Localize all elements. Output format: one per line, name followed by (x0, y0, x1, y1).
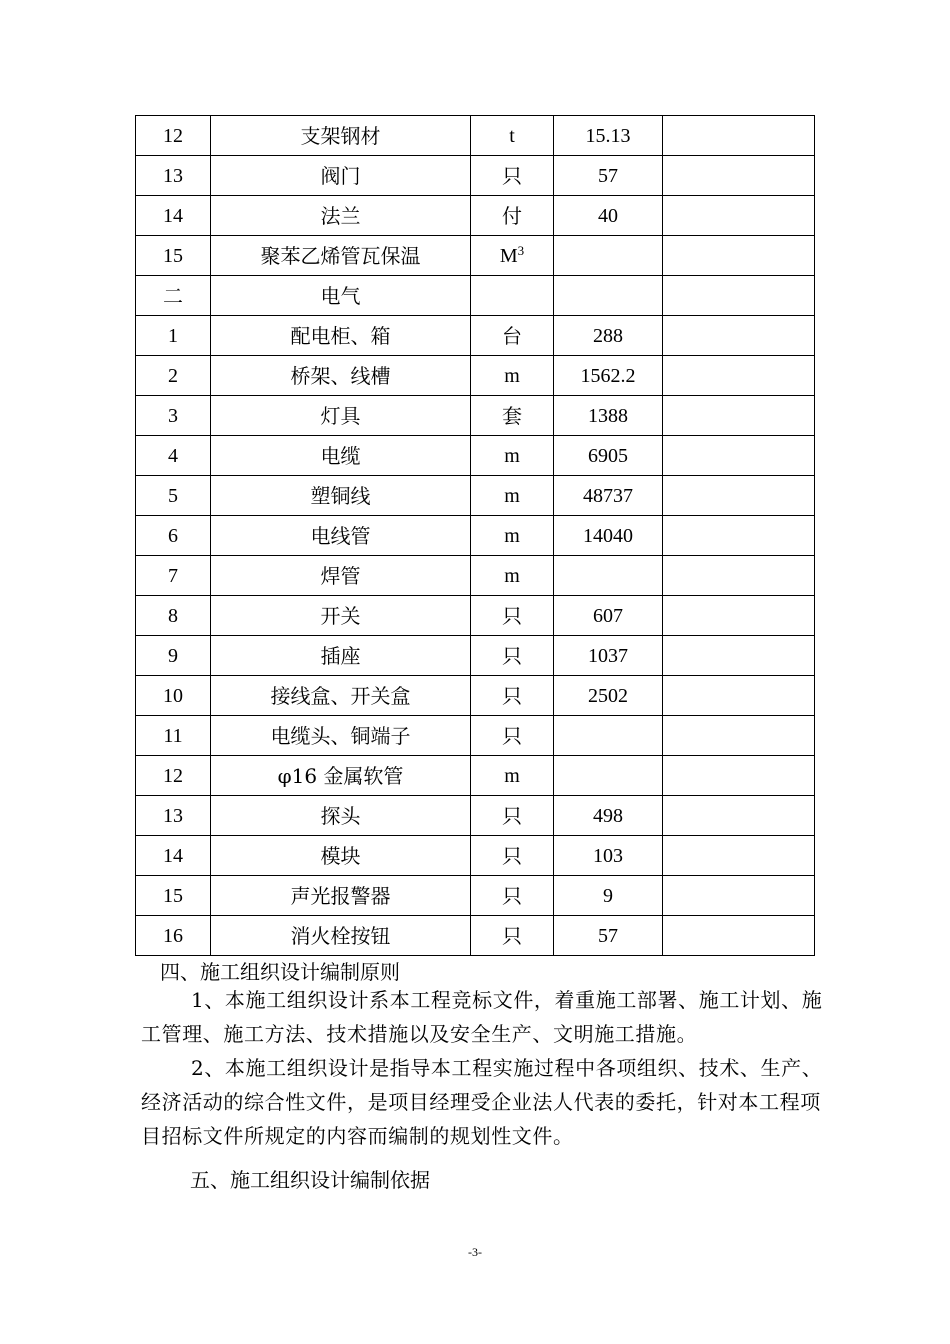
table-row (136, 436, 815, 476)
item-note (663, 516, 815, 556)
materials-table (135, 115, 815, 956)
unit-superscript: 3 (517, 242, 525, 258)
item-unit: m (471, 436, 554, 476)
item-name: φ16 金属软管 (211, 756, 471, 796)
item-quantity: 2502 (554, 676, 663, 716)
page-number: -3- (468, 1245, 482, 1259)
item-unit: 只 (471, 676, 554, 716)
table-row (136, 236, 815, 276)
item-unit: m (471, 476, 554, 516)
row-number: 16 (136, 916, 211, 956)
item-note (663, 436, 815, 476)
item-unit: 付 (471, 196, 554, 236)
item-name: 消火栓按钮 (211, 916, 471, 956)
row-number: 14 (136, 836, 211, 876)
item-quantity (554, 276, 663, 316)
item-unit: 只 (471, 636, 554, 676)
item-unit: 只 (471, 796, 554, 836)
item-name: 电气 (211, 276, 471, 316)
item-quantity: 57 (554, 156, 663, 196)
table-row (136, 836, 815, 876)
item-note (663, 316, 815, 356)
item-name: 声光报警器 (211, 876, 471, 916)
item-unit: m (471, 356, 554, 396)
item-name: 配电柜、箱 (211, 316, 471, 356)
item-unit: 只 (471, 716, 554, 756)
row-number: 12 (136, 756, 211, 796)
row-number: 14 (136, 196, 211, 236)
section-heading-principles: 四、施工组织设计编制原则 (160, 960, 400, 984)
item-note (663, 276, 815, 316)
row-number: 15 (136, 236, 211, 276)
item-name: 接线盒、开关盒 (211, 676, 471, 716)
item-unit: 只 (471, 596, 554, 636)
table-row (136, 796, 815, 836)
item-unit (471, 236, 554, 276)
item-note (663, 756, 815, 796)
item-quantity: 103 (554, 836, 663, 876)
item-note (663, 116, 815, 156)
row-number: 9 (136, 636, 211, 676)
item-quantity: 9 (554, 876, 663, 916)
table-row (136, 876, 815, 916)
section-heading-basis: 五、施工组织设计编制依据 (190, 1168, 430, 1192)
row-number: 11 (136, 716, 211, 756)
item-note (663, 876, 815, 916)
unit-base: M (499, 244, 518, 267)
item-name: 支架钢材 (211, 116, 471, 156)
item-note (663, 396, 815, 436)
item-note (663, 596, 815, 636)
row-number: 7 (136, 556, 211, 596)
item-unit: m (471, 516, 554, 556)
item-note (663, 476, 815, 516)
item-name: 开关 (211, 596, 471, 636)
item-quantity: 40 (554, 196, 663, 236)
item-quantity: 14040 (554, 516, 663, 556)
item-note (663, 636, 815, 676)
item-name: 电缆 (211, 436, 471, 476)
item-quantity: 15.13 (554, 116, 663, 156)
item-name: 灯具 (211, 396, 471, 436)
item-quantity (554, 716, 663, 756)
table-row (136, 276, 815, 316)
item-unit: m (471, 556, 554, 596)
table-row (136, 116, 815, 156)
item-name: 插座 (211, 636, 471, 676)
item-note (663, 716, 815, 756)
table-row (136, 476, 815, 516)
row-number: 10 (136, 676, 211, 716)
item-quantity: 1388 (554, 396, 663, 436)
item-note (663, 556, 815, 596)
item-quantity: 607 (554, 596, 663, 636)
item-unit: 套 (471, 396, 554, 436)
item-note (663, 236, 815, 276)
item-name: 塑铜线 (211, 476, 471, 516)
item-note (663, 796, 815, 836)
row-number: 1 (136, 316, 211, 356)
item-name: 模块 (211, 836, 471, 876)
item-quantity (554, 556, 663, 596)
row-number: 5 (136, 476, 211, 516)
item-unit (471, 276, 554, 316)
row-number: 15 (136, 876, 211, 916)
item-quantity: 288 (554, 316, 663, 356)
item-name: 探头 (211, 796, 471, 836)
item-name: 聚苯乙烯管瓦保温 (211, 236, 471, 276)
item-note (663, 836, 815, 876)
table-row (136, 196, 815, 236)
item-name: 焊管 (211, 556, 471, 596)
row-number: 13 (136, 156, 211, 196)
item-note (663, 916, 815, 956)
table-row (136, 756, 815, 796)
item-unit: 只 (471, 876, 554, 916)
table-row (136, 156, 815, 196)
table-row (136, 516, 815, 556)
table-row (136, 396, 815, 436)
item-quantity (554, 756, 663, 796)
table-row (136, 636, 815, 676)
item-quantity (554, 236, 663, 276)
item-name: 桥架、线槽 (211, 356, 471, 396)
item-note (663, 676, 815, 716)
table-row (136, 596, 815, 636)
item-note (663, 196, 815, 236)
table-row (136, 716, 815, 756)
item-unit: 只 (471, 916, 554, 956)
table-row (136, 316, 815, 356)
item-quantity: 1037 (554, 636, 663, 676)
row-number: 6 (136, 516, 211, 556)
item-unit: t (471, 116, 554, 156)
paragraph-principle-2: 2、本施工组织设计是指导本工程实施过程中各项组织、技术、生产、经济活动的综合性文件，是项目经理受企业法人代表的委托，针对本工程项目招标文件所规定的内容而编制的规划性文件。 (141, 1056, 823, 1148)
item-name: 电缆头、铜端子 (211, 716, 471, 756)
item-quantity: 1562.2 (554, 356, 663, 396)
row-number: 二 (136, 276, 211, 316)
table-row (136, 676, 815, 716)
row-number: 12 (136, 116, 211, 156)
item-name: 电线管 (211, 516, 471, 556)
materials-table-body (136, 116, 815, 956)
table-row (136, 556, 815, 596)
item-name: 阀门 (211, 156, 471, 196)
item-note (663, 156, 815, 196)
item-unit: 只 (471, 836, 554, 876)
row-number: 4 (136, 436, 211, 476)
item-name: 法兰 (211, 196, 471, 236)
row-number: 13 (136, 796, 211, 836)
paragraph-principle-1: 1、本施工组织设计系本工程竞标文件，着重施工部署、施工计划、施工管理、施工方法、技术措施以及安全生产、文明施工措施。 (141, 988, 823, 1046)
item-quantity: 48737 (554, 476, 663, 516)
table-row (136, 356, 815, 396)
row-number: 3 (136, 396, 211, 436)
item-unit: 台 (471, 316, 554, 356)
item-quantity: 498 (554, 796, 663, 836)
item-quantity: 6905 (554, 436, 663, 476)
row-number: 2 (136, 356, 211, 396)
item-unit: m (471, 756, 554, 796)
row-number: 8 (136, 596, 211, 636)
item-quantity: 57 (554, 916, 663, 956)
table-row (136, 916, 815, 956)
item-unit: 只 (471, 156, 554, 196)
item-note (663, 356, 815, 396)
